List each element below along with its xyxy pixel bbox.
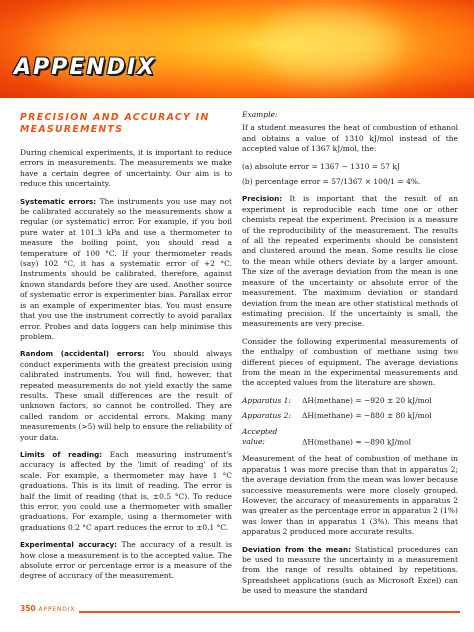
systematic-errors-text: The instruments you use may not be calibrated accurately so the measurements show a regular (or systematic) error. For example, if you boil pure water at 101.3 kPa and use a thermometer to measure the boiling point, you should read a temperature of 100 °C. If your thermometer reads (say) 102 °C, it has a systematic error of +2 °C. Instruments should be calibrated, therefore, against known standards before they are used. Another source of systematic error is experimenter bias. Parallax error is an example of experimenter bias. You must ensure that you use the instrument correctly to avoid parallax error. Probes and data loggers can help minimise this problem. [20,196,232,341]
example-label: Example: [242,110,278,119]
apparatus-2-line [242,411,458,421]
absolute-error-equation: (a) absolute error = 1367 − 1310 = 57 kJ [242,161,400,171]
random-errors-text: You should always conduct experiments with the greatest precision using calibrated instruments. You will find, however, that repeated measurements do not yield exactly the same results. These small differences are the result of unknown factors, so cannot be controlled. They are called random or accidental errors. Making many measurements (>5) will help to ensure the reliability of your data. [20,349,233,442]
apparatus-label: Accepted value: [242,426,278,446]
precision-text: It is important that the result of an experiment is reproducible each time one or other chemists repeat the experiment. Precision is a measure of the reproducibility of the measurement. The results of all the repeated experiments should be consistent and clustered around the mean. Some results lie close to the mean while others deviate by a larger amount. The size of the average deviation from the mean is one measure of the uncertainty or absolute error of the measurement. The maximum deviation or standard deviation from the mean are other statistical methods of estimating precision. If the uncertainty is small, the measurements are very precise. [242,194,458,329]
systematic-errors-label: Systematic errors: [20,196,97,206]
experimental-accuracy-paragraph [20,540,232,582]
apparatus-1-line [242,396,458,406]
experimental-accuracy-label: Experimental accuracy: [20,540,118,550]
deviation-paragraph [242,545,458,597]
deviation-label: Deviation from the mean: [242,544,351,554]
percentage-error-equation: (b) percentage error = 57/1367 × 100/1 = 4%. [242,177,421,187]
appendix-banner [0,0,474,98]
precision-label: Precision: [242,194,283,204]
apparatus-value: ΔH(methane) = −880 ± 80 kJ/mol [302,411,432,421]
limits-of-reading-text: Each measuring instrument's accuracy is affected by the 'limit of reading' of its scale. For example, a thermometer may have 1 °C graduations. This is its limit of reading. The error is half the limit of reading (that is, ±0.5 °C). To reduce this error, you could use a thermometer with smaller graduations. For example, using a thermometer with graduations 0.2 °C apart reduces the error to ±0.1 °C. [20,449,232,532]
right-column [242,110,458,604]
accepted-value-line [242,427,458,448]
page-number-block [20,604,79,613]
apparatus-value: ΔH(methane) = −920 ± 20 kJ/mol [302,395,432,405]
footer-rule [20,611,460,613]
experimental-accuracy-text: The accuracy of a result is how close a measurement is to the accepted value. The absolute error or percentage error is a measure of the degree of accuracy of the measurement. [20,540,233,581]
intro-paragraph: During chemical experiments, it is important to reduce errors in measurements. The measurements we make have a certain degree of uncertainty. Our aim is to reduce this uncertainty. [20,148,232,189]
footer-label: APPENDIX [38,606,76,613]
section-title: PRECISION AND ACCURACY IN MEASUREMENTS [20,112,210,135]
page-number: 350 [20,604,36,613]
limits-of-reading-paragraph [20,450,232,533]
random-errors-label: Random (accidental) errors: [20,349,145,359]
deviation-text: Statistical procedures can be used to measure the uncertainty in a measurement from the range of results obtained by repetitions. Spreadsheet applications (such as Microsoft Excel) can be used to measure the standard [242,544,458,596]
systematic-errors-paragraph [20,197,232,343]
example-text: If a student measures the heat of combustion of ethanol and obtains a value of 1310 kJ/mol instead of the accepted value of 1367 kJ/mol, the: [242,123,458,154]
measurement-paragraph: Measurement of the heat of combustion of methane in apparatus 1 was more precise than that in apparatus 2; the average deviation from the mean was lower because successive measurements were more closely grouped. However, the accuracy of measurements in apparatus 2 was greater as the percentage error in apparatus 2 (1%) was lower than in apparatus 1 (3%). This means that apparatus 2 produced more accurate results. [242,454,458,537]
page-title: APPENDIX [14,55,157,80]
banner-glow [260,10,400,80]
consider-paragraph: Consider the following experimental measurements of the enthalpy of combustion of methane using two different pieces of equipment. The average deviations from the mean in the experimental measurements and the accepted values from the literature are shown. [242,336,458,388]
left-column [20,110,232,589]
limits-of-reading-label: Limits of reading: [20,449,103,459]
apparatus-value: ΔH(methane) = −890 kJ/mol [302,436,412,446]
precision-paragraph [242,194,458,329]
page-footer [0,604,474,618]
apparatus-label: Apparatus 1: [242,395,291,405]
apparatus-label: Apparatus 2: [242,411,291,421]
random-errors-paragraph [20,349,232,443]
